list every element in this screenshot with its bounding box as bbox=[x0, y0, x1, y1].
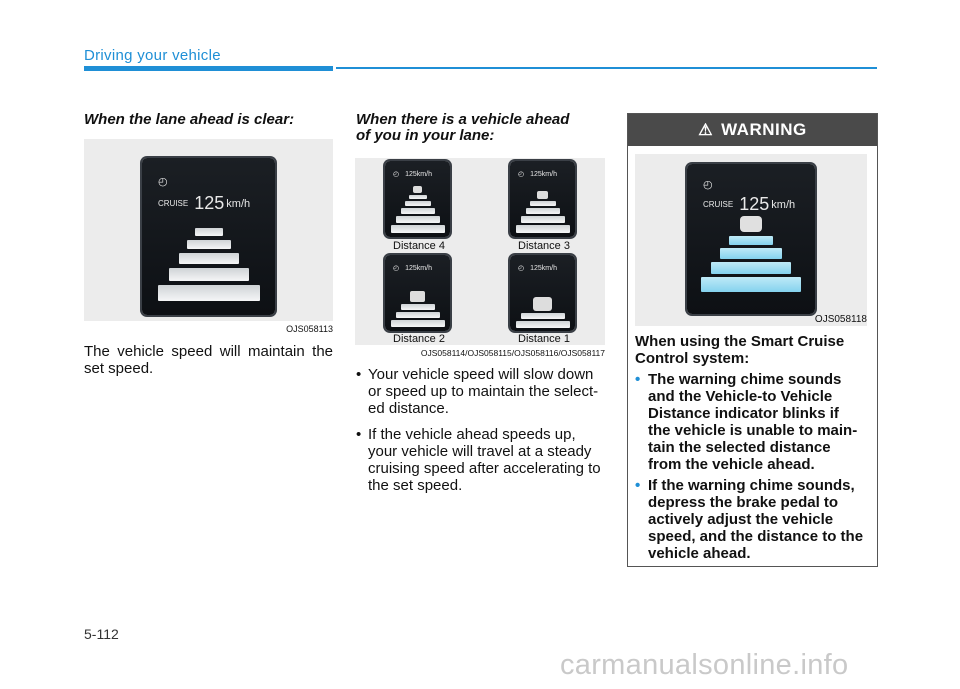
col2-figure-code: OJS058114/OJS058115/OJS058116/OJS058117 bbox=[420, 348, 605, 358]
lane-bar bbox=[401, 304, 435, 310]
car-ahead-icon bbox=[413, 186, 422, 193]
list-item: • If the warning chime sounds, depress the brake pedal to actively adjust the vehicle speed, and the distance to the vehicle ahead. bbox=[635, 477, 864, 562]
lane-bar bbox=[526, 208, 560, 214]
lane-bar-blue bbox=[729, 236, 773, 245]
warning-header bbox=[628, 114, 877, 146]
lane-bar bbox=[521, 216, 565, 223]
lane-bar-blue bbox=[701, 277, 801, 292]
mini-cluster-distance3 bbox=[510, 161, 575, 237]
lane-bar bbox=[187, 240, 231, 249]
col2-bullet-list bbox=[356, 366, 606, 494]
col2-heading-line2: of you in your lane: bbox=[356, 127, 495, 144]
cruise-label: CRUISE bbox=[158, 199, 189, 208]
warning-triangle-icon: ⚠ bbox=[698, 122, 714, 139]
col1-heading: When the lane ahead is clear: bbox=[84, 111, 295, 128]
mini-cluster-distance2 bbox=[385, 255, 450, 331]
cluster-display bbox=[142, 158, 275, 315]
lane-bar bbox=[391, 320, 445, 327]
col1-figure bbox=[84, 139, 333, 321]
page-number: 5-112 bbox=[84, 626, 119, 642]
header-rule-thin bbox=[336, 67, 877, 69]
speed-unit: km/h bbox=[771, 198, 796, 211]
distance-label: Distance 3 bbox=[518, 240, 570, 252]
mini-cluster-distance4 bbox=[385, 161, 450, 237]
distance-label: Distance 2 bbox=[393, 333, 445, 345]
lane-bar bbox=[158, 285, 260, 301]
distance-label: Distance 1 bbox=[518, 333, 570, 345]
header-rule-thick bbox=[84, 66, 333, 71]
lane-bar bbox=[530, 201, 556, 206]
cluster-display-warning bbox=[687, 164, 815, 314]
lane-bar-blue bbox=[711, 262, 791, 274]
car-ahead-icon bbox=[533, 297, 552, 311]
warning-figure-code: OJS058118 bbox=[814, 314, 867, 325]
lane-bar bbox=[391, 225, 445, 233]
speed-value: 125 bbox=[739, 194, 770, 214]
lane-bar bbox=[179, 253, 239, 264]
lane-bar bbox=[195, 228, 223, 236]
warning-title: WARNING bbox=[721, 120, 807, 139]
mini-speed: ◴ 125km/h bbox=[393, 170, 432, 178]
list-item: • The warning chime sounds and the Vehicle-to Vehicle Distance indicator blinks if the vehicle is unable to main- tain the selected distance from the vehicle ahead. bbox=[635, 371, 858, 473]
list-item: • If the vehicle ahead speeds up, your vehicle will travel at a steady cruising speed after accelerating to the set speed. bbox=[356, 426, 601, 494]
speed-value: 125 bbox=[194, 193, 225, 213]
lane-bar bbox=[401, 208, 435, 214]
speed-unit: km/h bbox=[226, 197, 251, 210]
lane-bar bbox=[409, 195, 427, 199]
mini-cluster-distance1 bbox=[510, 255, 575, 331]
watermark: carmanualsonline.info bbox=[560, 649, 849, 681]
lane-bar-blue bbox=[720, 248, 782, 259]
distance-label: Distance 4 bbox=[393, 240, 445, 252]
lane-bar bbox=[516, 225, 570, 233]
car-ahead-icon bbox=[410, 291, 425, 302]
col1-figure-code: OJS058113 bbox=[286, 324, 333, 334]
car-ahead-icon bbox=[740, 216, 762, 232]
mini-speed: ◴ 125km/h bbox=[518, 264, 557, 272]
section-title: Driving your vehicle bbox=[84, 47, 221, 64]
lane-bar bbox=[396, 216, 440, 223]
col2-figure-grid bbox=[355, 158, 605, 345]
mini-speed: ◴ 125km/h bbox=[518, 170, 557, 178]
lane-bar bbox=[516, 321, 570, 328]
lane-bar bbox=[396, 312, 440, 318]
col1-body-line1: The vehicle speed will maintain the bbox=[84, 343, 333, 360]
cruise-label: CRUISE bbox=[703, 200, 734, 209]
cruise-speedometer-icon: ◴ bbox=[703, 179, 713, 191]
warning-text: When using the Smart Cruise Control system: • The warning chime sounds and the Vehicle-to Vehicle Distance indicator blinks if the vehicle is unable to main- tain the selected distance from the vehicle ahead. • If the warning chime sounds, depress the brake pedal to actively adjust the vehicle speed, and the distance to the vehicle ahead. bbox=[635, 333, 868, 562]
lane-bar bbox=[169, 268, 249, 281]
cruise-speedometer-icon: ◴ bbox=[158, 176, 168, 188]
car-ahead-icon bbox=[537, 191, 548, 199]
mini-speed: ◴ 125km/h bbox=[393, 264, 432, 272]
list-item: • Your vehicle speed will slow down or speed up to maintain the select- ed distance. bbox=[356, 366, 599, 417]
warning-figure bbox=[635, 154, 867, 326]
col2-heading-line1: When there is a vehicle ahead bbox=[356, 111, 570, 128]
lane-bar bbox=[405, 201, 431, 206]
col1-body-line2: set speed. bbox=[84, 360, 154, 377]
lane-bar bbox=[521, 313, 565, 319]
